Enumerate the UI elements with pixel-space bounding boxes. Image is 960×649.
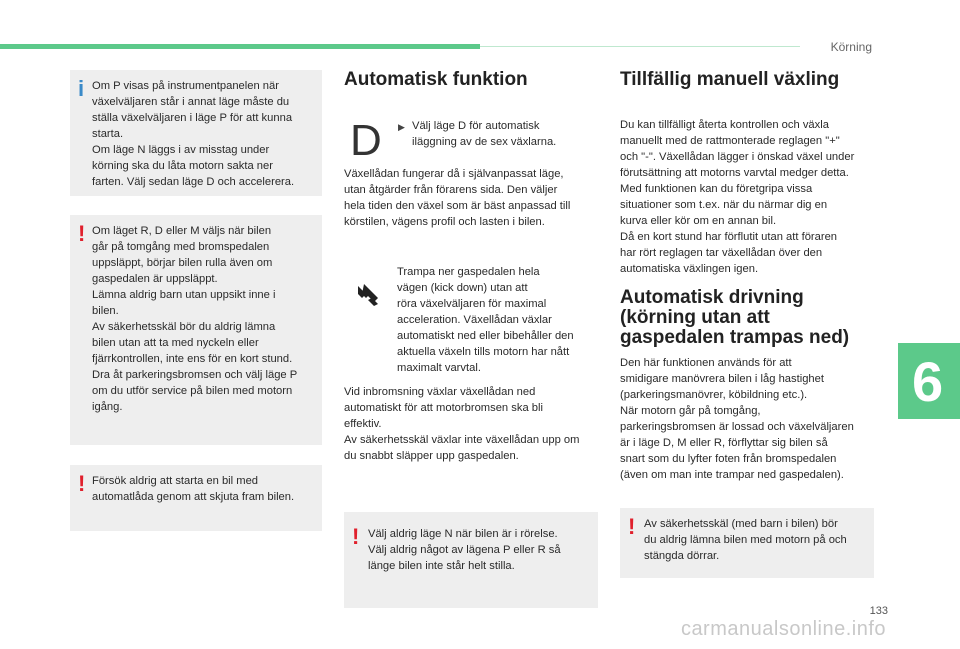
chapter-number: 6 bbox=[912, 350, 944, 413]
warning-note bbox=[70, 465, 322, 531]
auto-drive-paragraph: Den här funktionen används för att smidigare manövrera bilen i låg hastighet (parkeringsmanövrer, köbildning etc.). När motorn går på tomgång, parkeringsbromsen är lossad och växelväljaren är i läge D, M eller R, förflyttar sig bilen så snart som du lyfter foten från bromspedalen (även om man inte trampar ned gaspedalen). bbox=[620, 357, 854, 481]
auto-paragraph-1: Växellådan fungerar då i självanpassat läge, utan åtgärder från förarens sida. Den väljer hela tiden den växel som är bäst anpassad till körstilen, vägens profil och lasten i bilen. bbox=[344, 168, 571, 228]
watermark: carmanualsonline.info bbox=[680, 618, 886, 640]
warning-note-text: Försök aldrig att starta en bil med automatlåda genom att skjuta fram bilen. bbox=[92, 475, 295, 503]
step-select-d: Välj läge D för automatisk iläggning av de sex växlarna. bbox=[412, 120, 557, 148]
accent-bar bbox=[0, 44, 480, 49]
warning-note-text: Om läget R, D eller M väljs när bilen går på tomgång med bromspedalen uppsläppt, börjar bilen rulla även om gaspedalen är uppsläppt. Lämna aldrig barn utan uppsikt inne i bilen. Av säkerhetsskäl bör du aldrig lämna bilen utan att ta med nyckeln eller fjärrkontrollen, inte ens för en kort stund. Dra åt parkeringsbromsen och välj läge P om du utför service på bilen med motorn igång. bbox=[92, 225, 298, 413]
chapter-tab bbox=[898, 343, 960, 419]
auto-paragraph-2: Vid inbromsning växlar växellådan ned automatiskt för att motorbromsen ska bli effektiv. Av säkerhetsskäl växlar inte växellådan upp om du snabbt släpper upp gaspedalen. bbox=[344, 386, 580, 462]
section-title: Körning bbox=[830, 40, 872, 54]
info-note-text: Om P visas på instrumentpanelen när växelväljaren står i annat läge måste du ställa växelväljaren i läge P för att kunna starta. Om läge N läggs i av misstag under körning ska du låta motorn sakta ner farten. Välj sedan läge D och accelerera. bbox=[92, 80, 295, 188]
info-note bbox=[70, 70, 322, 196]
warning-icon: ! bbox=[78, 221, 86, 246]
heading-manual: Tillfällig manuell växling bbox=[620, 69, 840, 90]
pedal-foot-icon bbox=[354, 280, 382, 308]
page-number: 133 bbox=[869, 605, 888, 617]
warning-note bbox=[620, 508, 874, 578]
heading-auto-drive: Automatisk drivning (körning utan att gaspedalen trampas ned) bbox=[620, 287, 850, 348]
heading-automatic: Automatisk funktion bbox=[344, 69, 528, 90]
kickdown-text: Trampa ner gaspedalen hela vägen (kick down) utan att röra växelväljaren för maximal acceleration. Växellådan växlar automatiskt ned eller bibehåller den aktuella växeln tills motorn har nått maximalt varvtal. bbox=[397, 266, 574, 374]
info-icon: i bbox=[78, 76, 85, 101]
warning-icon: ! bbox=[78, 471, 86, 496]
triangle-right-icon: ▶ bbox=[398, 122, 405, 132]
warning-note bbox=[344, 512, 598, 608]
warning-icon: ! bbox=[352, 524, 360, 549]
gear-d-symbol: D bbox=[350, 116, 382, 165]
accent-line bbox=[480, 46, 800, 47]
warning-icon: ! bbox=[628, 514, 636, 539]
warning-note bbox=[70, 215, 322, 445]
manual-paragraph: Du kan tillfälligt återta kontrollen och växla manuellt med de rattmonterade reglagen "+" och "-". Växellådan lägger i önskad växel under förutsättning att motorns varvtal medger detta. Med funktionen kan du företgripa vissa situationer som t.ex. när du närmar dig en kurva eller kör om en annan bil. Då en kort stund har förflutit utan att föraren har rört reglagen tar växellådan över den automatiska växlingen igen. bbox=[620, 119, 855, 275]
warning-note-text: Välj aldrig läge N när bilen är i rörelse. Välj aldrig något av lägena P eller R så länge bilen inte står helt stilla. bbox=[368, 528, 561, 572]
warning-note-text: Av säkerhetsskäl (med barn i bilen) bör du aldrig lämna bilen med motorn på och stängda dörrar. bbox=[644, 518, 847, 562]
